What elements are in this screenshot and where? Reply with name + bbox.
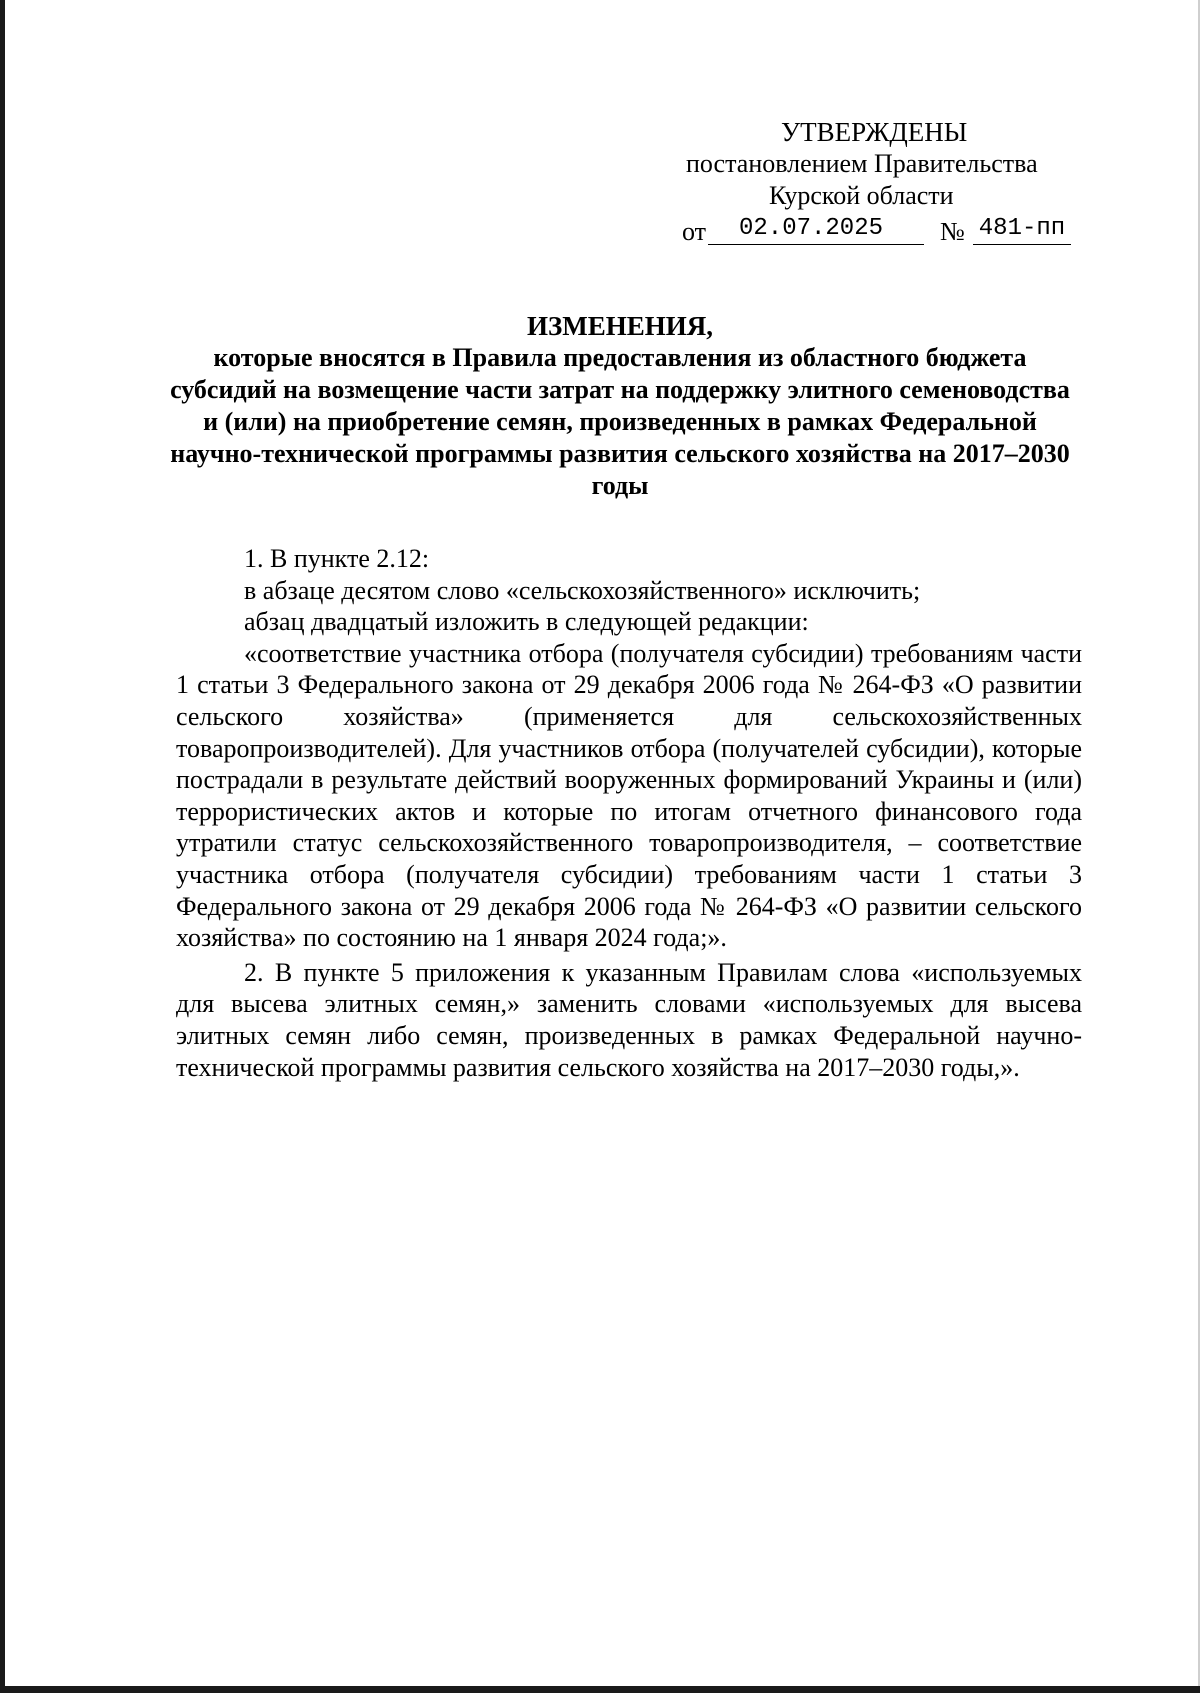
approval-status: УТВЕРЖДЕНЫ bbox=[781, 117, 968, 147]
approval-region: Курской области bbox=[769, 181, 954, 210]
paragraph-1: 1. В пункте 2.12: bbox=[244, 544, 430, 573]
scan-edge-left bbox=[0, 0, 5, 1693]
document-body bbox=[176, 543, 1082, 1083]
approval-by: постановлением Правительства bbox=[686, 149, 1038, 178]
paragraph-3: абзац двадцатый изложить в следующей редакции: bbox=[244, 607, 809, 637]
approval-block bbox=[655, 116, 1095, 246]
approval-number: 481-пп bbox=[973, 214, 1071, 245]
approval-date: 02.07.2025 bbox=[708, 214, 924, 245]
approval-date-line bbox=[655, 214, 1095, 246]
paragraph-4: «соответствие участника отбора (получателя субсидии) требованиям части 1 статьи 3 Федерального закона от 29 декабря 2006 года № 264-ФЗ «О развитии сельского хозяйства» (применяется для сельскохозяйственных товаропроизводителей). Для участников отбора (получателей субсидии), которые пострадали в результате действий вооруженных формирований Украины и (или) террористических актов и которые по итогам отчетного финансового года утратили статус сельскохозяйственного товаропроизводителя, – соответствие участника отбора (получателя субсидии) требованиям части 1 статьи 3 Федерального закона от 29 декабря 2006 года № 264-ФЗ «О развитии сельского хозяйства» по состоянию на 1 января 2024 года;». bbox=[176, 638, 1082, 953]
paragraph-2: в абзаце десятом слово «сельскохозяйственного» исключить; bbox=[244, 575, 921, 605]
paragraph-5: 2. В пункте 5 приложения к указанным Правилам слова «используемых для высева элитных семян,» заменить словами «используемых для высева элитных семян либо семян, произведенных в рамках Федеральной научно-технической программы развития сельского хозяйства на 2017–2030 годы,». bbox=[176, 957, 1082, 1082]
date-prefix: от bbox=[682, 217, 707, 246]
document-heading bbox=[170, 310, 1070, 502]
scan-edge-bottom bbox=[0, 1686, 1200, 1693]
number-prefix: № bbox=[940, 217, 965, 246]
page-subtitle: которые вносятся в Правила предоставления из областного бюджета субсидий на возмещение части затрат на поддержку элитного семеноводства и (или) на приобретение семян, произведенных в рамках Федеральной научно-технической программы развития сельского хозяйства на 2017–2030 годы bbox=[170, 343, 1070, 500]
page-title: ИЗМЕНЕНИЯ, bbox=[526, 311, 713, 341]
